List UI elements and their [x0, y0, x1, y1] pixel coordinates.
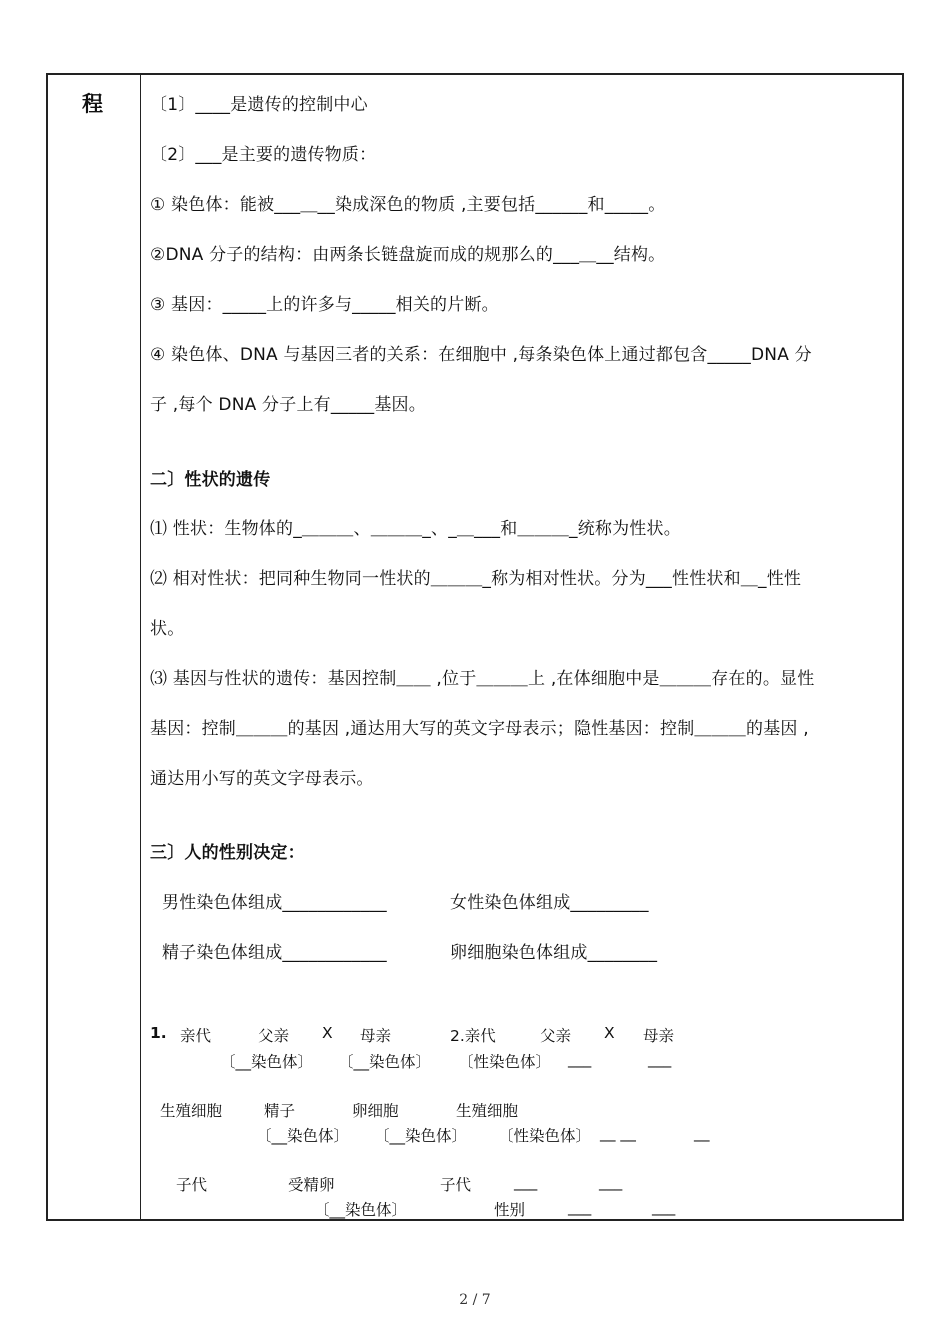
diagram-sex-chromosome-2: 〔性染色体〕 — [498, 1127, 592, 1145]
line-7: 子 ,每个 DNA 分子上有_____基因。 — [150, 395, 426, 415]
diagram-blank-f: ___ — [599, 1173, 623, 1191]
line-5: ③ 基因：_____上的许多与_____相关的片断。 — [150, 295, 499, 315]
diagram-2-cross: X — [604, 1024, 615, 1042]
line-6: ④ 染色体、DNA 与基因三者的关系：在细胞中 ,每条染色体上通过都包含_____DNA 分 — [150, 345, 812, 365]
line-1: 〔1〕____是遗传的控制中心 — [150, 95, 368, 115]
line-2: 〔2〕___是主要的遗传物质： — [150, 145, 377, 165]
diagram-egg: 卵细胞 — [352, 1102, 399, 1120]
diagram-blank-g: ___ — [568, 1198, 592, 1216]
diagram-blank-h: ___ — [652, 1198, 676, 1216]
diagram-sex: 性别 — [494, 1201, 526, 1219]
diagram-1-number: 1. — [150, 1024, 167, 1042]
diagram-offspring: 子代 — [176, 1176, 208, 1194]
page-number: 2 / 7 — [459, 1292, 491, 1308]
line-10: 状。 — [150, 619, 185, 639]
diagram-2-father: 父亲 — [540, 1027, 572, 1045]
section-heading-3: 三〕人的性别决定： — [150, 843, 305, 863]
diagram-blank-c: __ __ — [600, 1124, 636, 1142]
diagram-chromosome-b: 〔__染色体〕 — [338, 1053, 432, 1071]
row-label: 程 — [82, 92, 103, 116]
diagram-sperm: 精子 — [264, 1102, 296, 1120]
diagram-germ-cells-2: 生殖细胞 — [456, 1102, 519, 1120]
diagram-1-cross: X — [322, 1024, 333, 1042]
diagram-blank-b: ___ — [648, 1050, 672, 1068]
diagram-1-father: 父亲 — [258, 1027, 290, 1045]
line-4: ②DNA 分子的结构：由两条长链盘旋而成的规那么的___＿__结构。 — [150, 245, 666, 265]
line-11: ⑶ 基因与性状的遗传：基因控制＿＿ ,位于＿＿＿上 ,在体细胞中是＿＿＿存在的。显性 — [150, 669, 815, 689]
egg-chromosomes: 卵细胞染色体组成________ — [450, 943, 658, 963]
diagram-blank-e: ___ — [514, 1173, 538, 1191]
male-chromosomes: 男性染色体组成____________ — [162, 893, 387, 913]
column-divider — [140, 73, 141, 1221]
female-chromosomes: 女性染色体组成_________ — [450, 893, 649, 913]
diagram-1-parents: 亲代 — [180, 1027, 212, 1045]
diagram-blank-d: __ — [694, 1124, 710, 1142]
section-heading-2: 二〕性状的遗传 — [150, 470, 271, 490]
diagram-germ-cells: 生殖细胞 — [160, 1102, 223, 1120]
line-8: ⑴ 性状：生物体的_＿＿＿、＿＿＿_、_＿___和＿＿＿_统称为性状。 — [150, 519, 681, 539]
diagram-chromosome-a: 〔__染色体〕 — [220, 1053, 314, 1071]
sperm-chromosomes: 精子染色体组成____________ — [162, 943, 387, 963]
diagram-sex-chromosome: 〔性染色体〕 — [458, 1053, 552, 1071]
line-9: ⑵ 相对性状：把同种生物同一性状的＿＿＿_称为相对性状。分为___性性状和＿_性性 — [150, 569, 802, 589]
diagram-zygote: 受精卵 — [288, 1176, 335, 1194]
line-3: ① 染色体：能被___＿__染成深色的物质 ,主要包括______和_____。 — [150, 195, 666, 215]
diagram-chromosome-d: 〔__染色体〕 — [374, 1127, 468, 1145]
diagram-1-mother: 母亲 — [360, 1027, 392, 1045]
diagram-offspring-2: 子代 — [440, 1176, 472, 1194]
diagram-blank-a: ___ — [568, 1050, 592, 1068]
line-12: 基因：控制＿＿＿的基因 ,通达用大写的英文字母表示；隐性基因：控制＿＿＿的基因 , — [150, 719, 809, 739]
diagram-2-parents: 2.亲代 — [450, 1027, 496, 1045]
diagram-2-mother: 母亲 — [643, 1027, 675, 1045]
diagram-chromosome-e: 〔__染色体〕 — [314, 1201, 408, 1219]
line-13: 通达用小写的英文字母表示。 — [150, 769, 374, 789]
diagram-chromosome-c: 〔__染色体〕 — [256, 1127, 350, 1145]
